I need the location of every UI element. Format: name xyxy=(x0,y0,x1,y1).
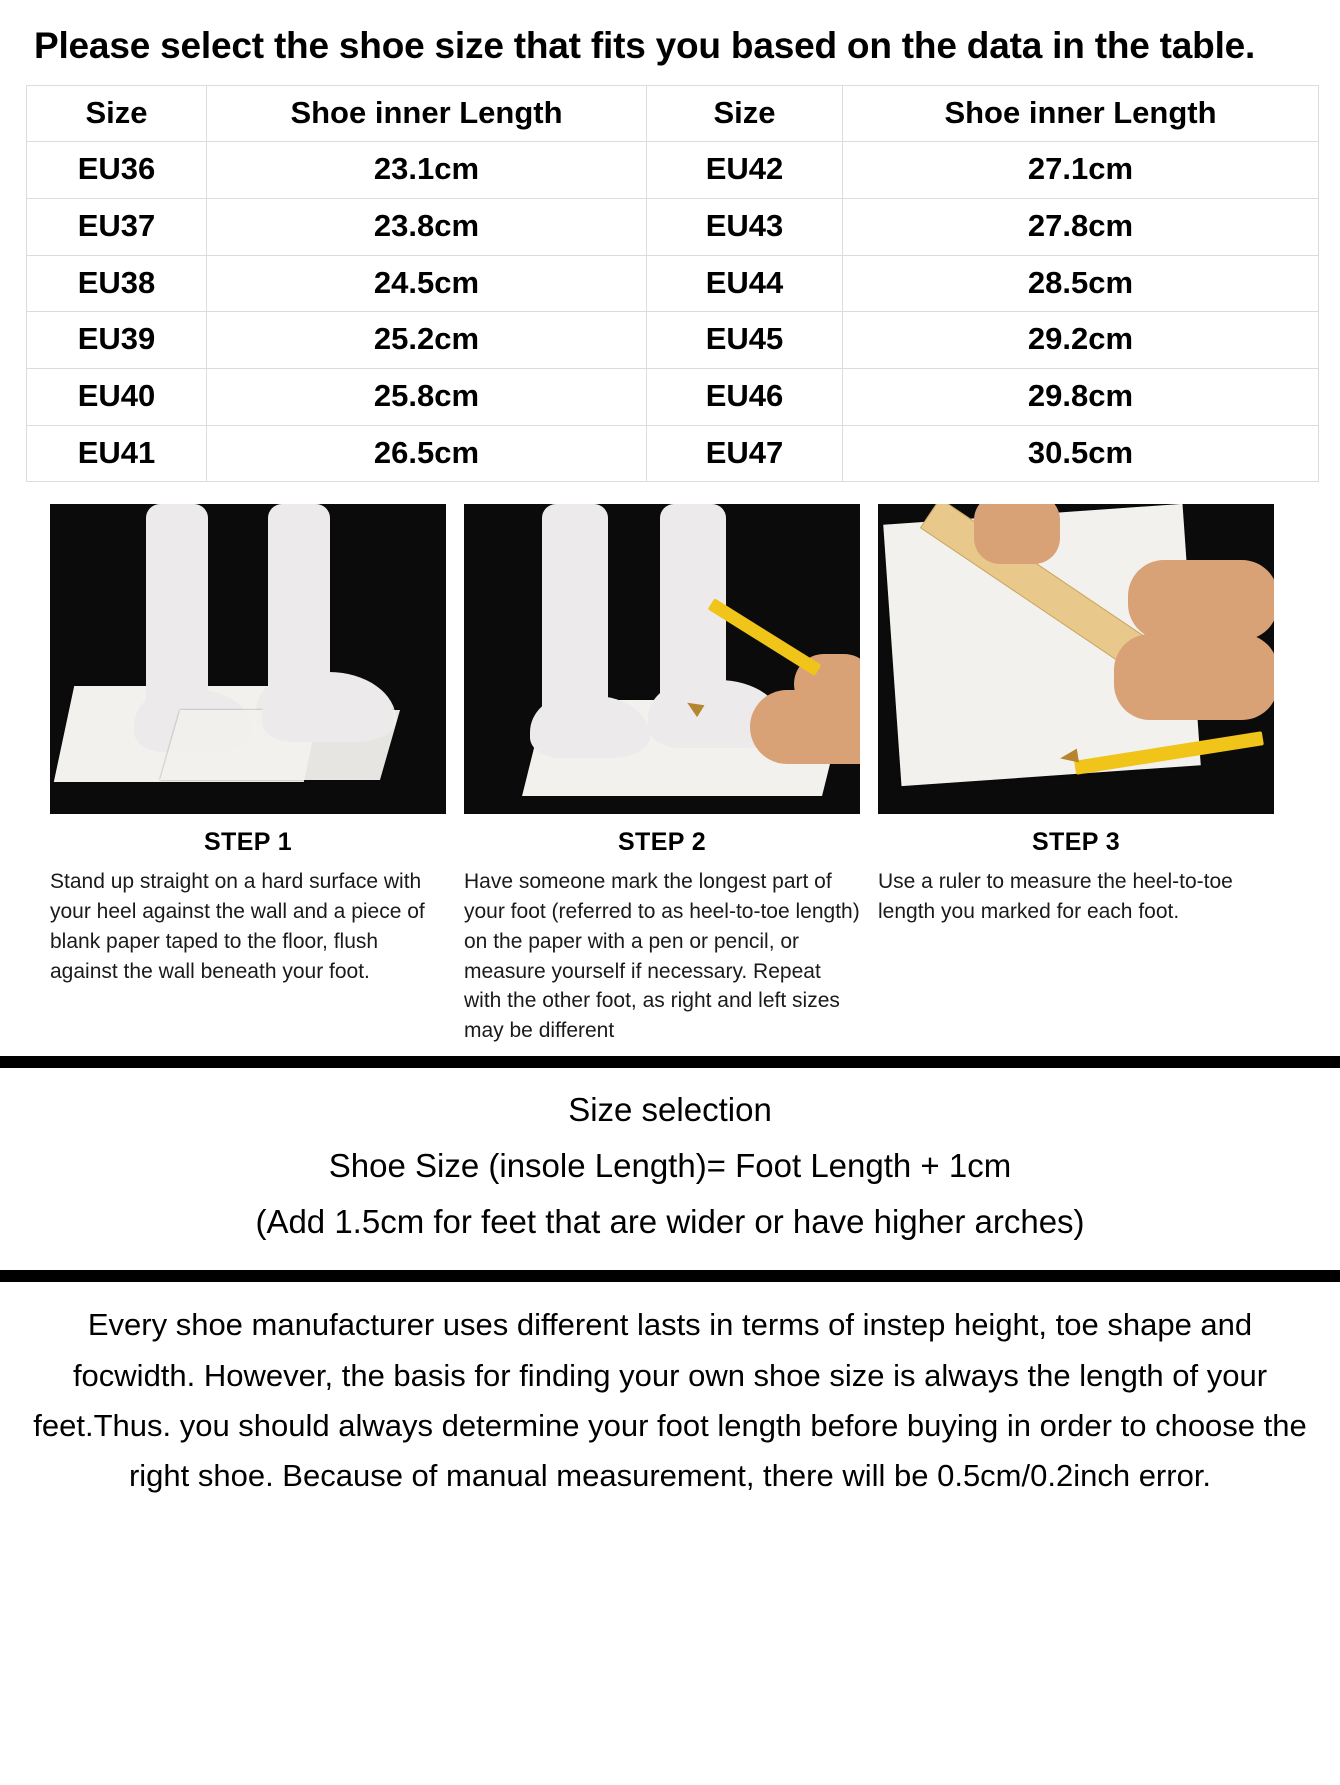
size-selection-note: (Add 1.5cm for feet that are wider or have higher arches) xyxy=(255,1203,1085,1241)
cell-length-right: 28.5cm xyxy=(843,255,1319,312)
table-row xyxy=(27,312,1319,369)
cell-size-right: EU45 xyxy=(647,312,843,369)
cell-length-left: 24.5cm xyxy=(207,255,647,312)
cell-length-left: 25.2cm xyxy=(207,312,647,369)
divider-top xyxy=(0,1056,1340,1068)
cell-length-left: 23.8cm xyxy=(207,198,647,255)
cell-size-left: EU40 xyxy=(27,368,207,425)
column-header-length-right: Shoe inner Length xyxy=(843,85,1319,142)
manufacturer-note: Every shoe manufacturer uses different lasts in terms of instep height, toe shape and focwidth. However, the basis for finding your own shoe size is always the length of your feet.Thus. you should always determine your foot length before buying in order to choose the right shoe. Because of manual measurement, there will be 0.5cm/0.2inch error. xyxy=(33,1307,1307,1493)
step-3-text: Use a ruler to measure the heel-to-toe length you marked for each foot. xyxy=(878,870,1233,923)
cell-size-right: EU43 xyxy=(647,198,843,255)
measuring-steps xyxy=(0,482,1340,1046)
cell-length-right: 27.8cm xyxy=(843,198,1319,255)
step-1-text: Stand up straight on a hard surface with your heel against the wall and a piece of blank paper taped to the floor, flush against the wall beneath your foot. xyxy=(50,870,425,983)
cell-size-right: EU47 xyxy=(647,425,843,482)
cell-length-right: 29.8cm xyxy=(843,368,1319,425)
cell-size-left: EU41 xyxy=(27,425,207,482)
column-header-size-left: Size xyxy=(27,85,207,142)
step-2 xyxy=(464,504,860,1046)
size-table-wrapper xyxy=(0,85,1340,482)
divider-bottom xyxy=(0,1270,1340,1282)
cell-length-right: 30.5cm xyxy=(843,425,1319,482)
column-header-size-right: Size xyxy=(647,85,843,142)
cell-length-left: 25.8cm xyxy=(207,368,647,425)
size-selection-formula: Shoe Size (insole Length)= Foot Length + 1cm xyxy=(328,1147,1012,1185)
table-row xyxy=(27,368,1319,425)
cell-length-left: 23.1cm xyxy=(207,142,647,199)
step-3 xyxy=(878,504,1274,1046)
table-header-row xyxy=(27,85,1319,142)
step-2-text: Have someone mark the longest part of your foot (referred to as heel-to-toe length) on the paper with a pen or pencil, or measure yourself if necessary. Repeat with the other foot, as right and left sizes may be different xyxy=(464,870,860,1043)
size-selection-block xyxy=(0,1068,1340,1260)
column-header-length-left: Shoe inner Length xyxy=(207,85,647,142)
step-1 xyxy=(50,504,446,1046)
cell-length-right: 27.1cm xyxy=(843,142,1319,199)
step-3-title: STEP 3 xyxy=(1031,828,1121,857)
size-selection-title: Size selection xyxy=(568,1091,772,1129)
cell-length-right: 29.2cm xyxy=(843,312,1319,369)
measuring-with-ruler-photo xyxy=(878,504,1274,814)
table-row xyxy=(27,198,1319,255)
table-row xyxy=(27,425,1319,482)
table-row xyxy=(27,255,1319,312)
cell-size-right: EU44 xyxy=(647,255,843,312)
feet-on-paper-photo xyxy=(50,504,446,814)
cell-length-left: 26.5cm xyxy=(207,425,647,482)
cell-size-left: EU38 xyxy=(27,255,207,312)
page-title: Please select the shoe size that fits you based on the data in the table. xyxy=(34,25,1256,66)
cell-size-left: EU37 xyxy=(27,198,207,255)
table-row xyxy=(27,142,1319,199)
cell-size-left: EU36 xyxy=(27,142,207,199)
cell-size-right: EU46 xyxy=(647,368,843,425)
marking-foot-with-pencil-photo xyxy=(464,504,860,814)
step-1-title: STEP 1 xyxy=(203,828,293,857)
cell-size-left: EU39 xyxy=(27,312,207,369)
cell-size-right: EU42 xyxy=(647,142,843,199)
size-table xyxy=(26,85,1319,482)
step-2-title: STEP 2 xyxy=(617,828,707,857)
